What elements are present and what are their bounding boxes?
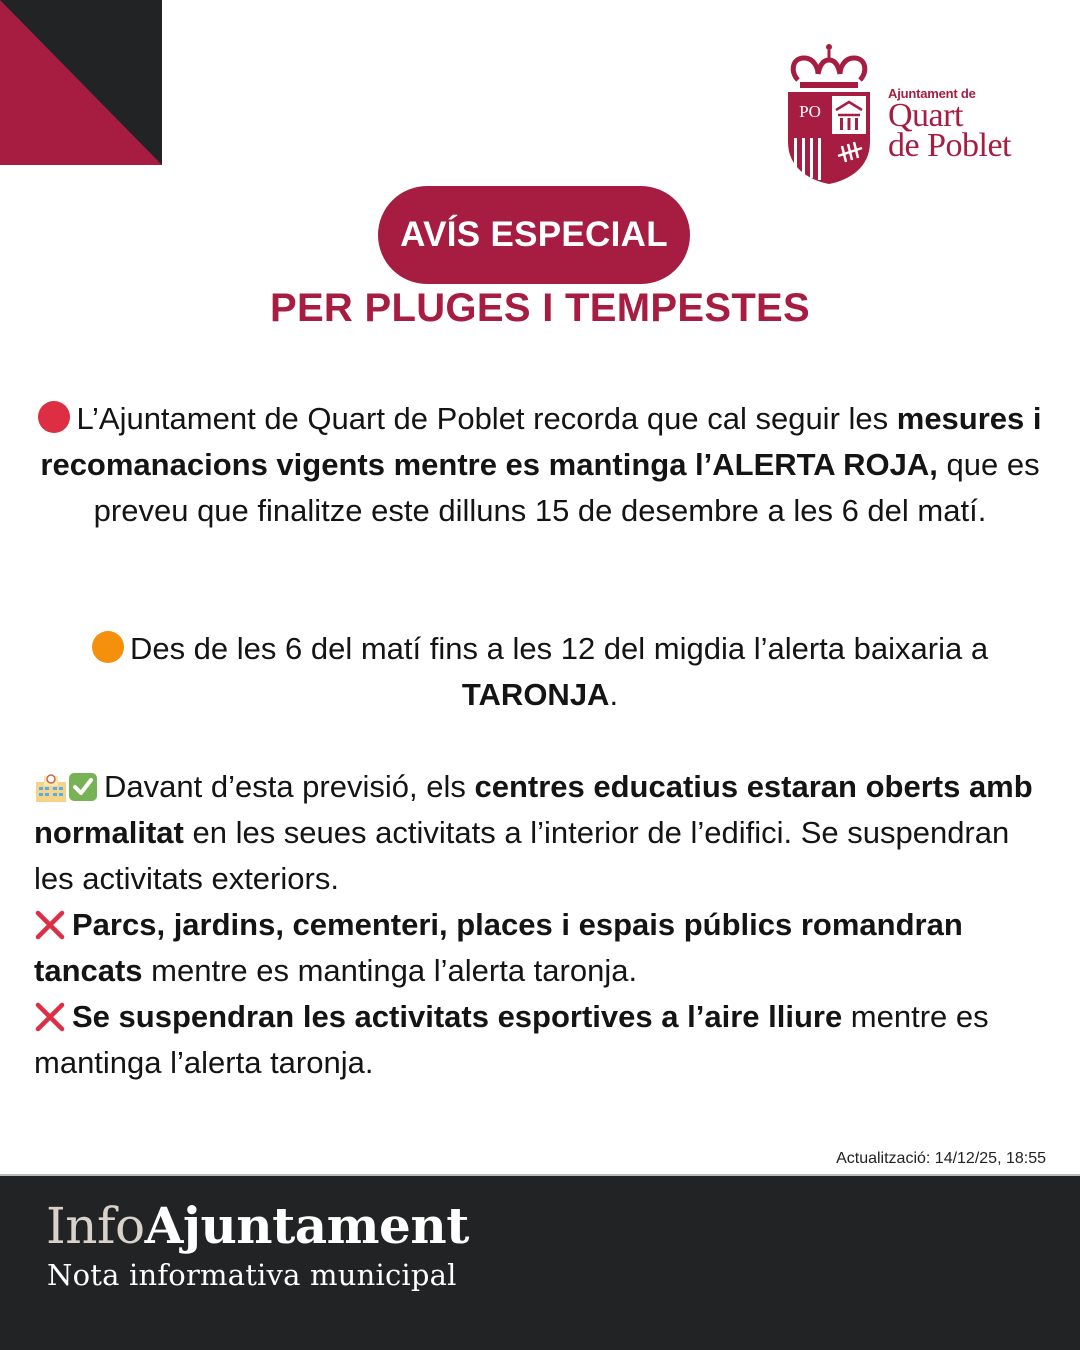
municipality-logo	[784, 42, 1044, 187]
orange-circle-icon	[92, 631, 124, 663]
cross-mark-icon	[34, 1002, 66, 1032]
cross-mark-icon	[34, 910, 66, 940]
check-mark-icon	[68, 772, 98, 802]
logo-line-2: Quart	[888, 97, 963, 134]
p5-bold: Se suspendran les activitats esportives a l’aire lliure	[72, 999, 843, 1034]
orange-alert-paragraph	[30, 626, 1050, 718]
corner-decoration	[0, 0, 162, 165]
schools-paragraph	[34, 764, 1040, 902]
svg-text:PO: PO	[799, 102, 821, 121]
p2-text-a: Des de les 6 del matí fins a les 12 del migdia l’alerta baixaria a	[129, 631, 989, 666]
p5-text-b: mentre es mantinga l’alerta taronja.	[34, 999, 989, 1080]
red-circle-icon	[38, 401, 70, 433]
brand-ajuntament: Ajuntament	[144, 1196, 469, 1255]
last-updated: Actualització: 14/12/25, 18:55	[836, 1150, 1046, 1167]
p1-text-b: que es preveu que finalitze este dilluns 15 de desembre a les 6 del matí.	[93, 447, 1040, 528]
p4-bold: Parcs, jardins, cementeri, places i espais públics romandran tancats	[34, 907, 963, 988]
footer-brand	[46, 1198, 469, 1254]
coat-of-arms-icon	[784, 42, 874, 187]
p3-bold: centres educatius estaran oberts amb normalitat	[34, 769, 1033, 850]
footer-subtitle: Nota informativa municipal	[47, 1258, 457, 1292]
p2-bold: TARONJA	[461, 677, 610, 712]
p3-text-a: Davant d’esta previsió, els	[104, 769, 475, 804]
parks-closed-paragraph	[34, 902, 1040, 994]
p1-text-a: L’Ajuntament de Quart de Poblet recorda que cal seguir les	[76, 401, 897, 436]
logo-line-3: de Poblet	[888, 127, 1011, 164]
footer-banner	[0, 1174, 1080, 1350]
school-icon	[34, 772, 68, 802]
sports-suspended-paragraph	[34, 994, 1040, 1086]
brand-info: Info	[46, 1197, 145, 1255]
measures-list	[34, 764, 1040, 1086]
special-notice-badge: AVÍS ESPECIAL	[378, 186, 690, 284]
page-subtitle: PER PLUGES I TEMPESTES	[269, 286, 811, 330]
red-alert-paragraph	[30, 396, 1050, 534]
logo-line-1: Ajuntament de	[888, 86, 976, 101]
p1-bold: mesures i recomanacions vigents mentre es mantinga l’ALERTA ROJA,	[40, 401, 1042, 482]
p4-text-b: mentre es mantinga l’alerta taronja.	[142, 953, 638, 988]
p2-text-b: .	[609, 677, 619, 712]
p3-text-b: en les seues activitats a l’interior de l’edifici. Se suspendran les activitats exteriors.	[34, 815, 1010, 896]
